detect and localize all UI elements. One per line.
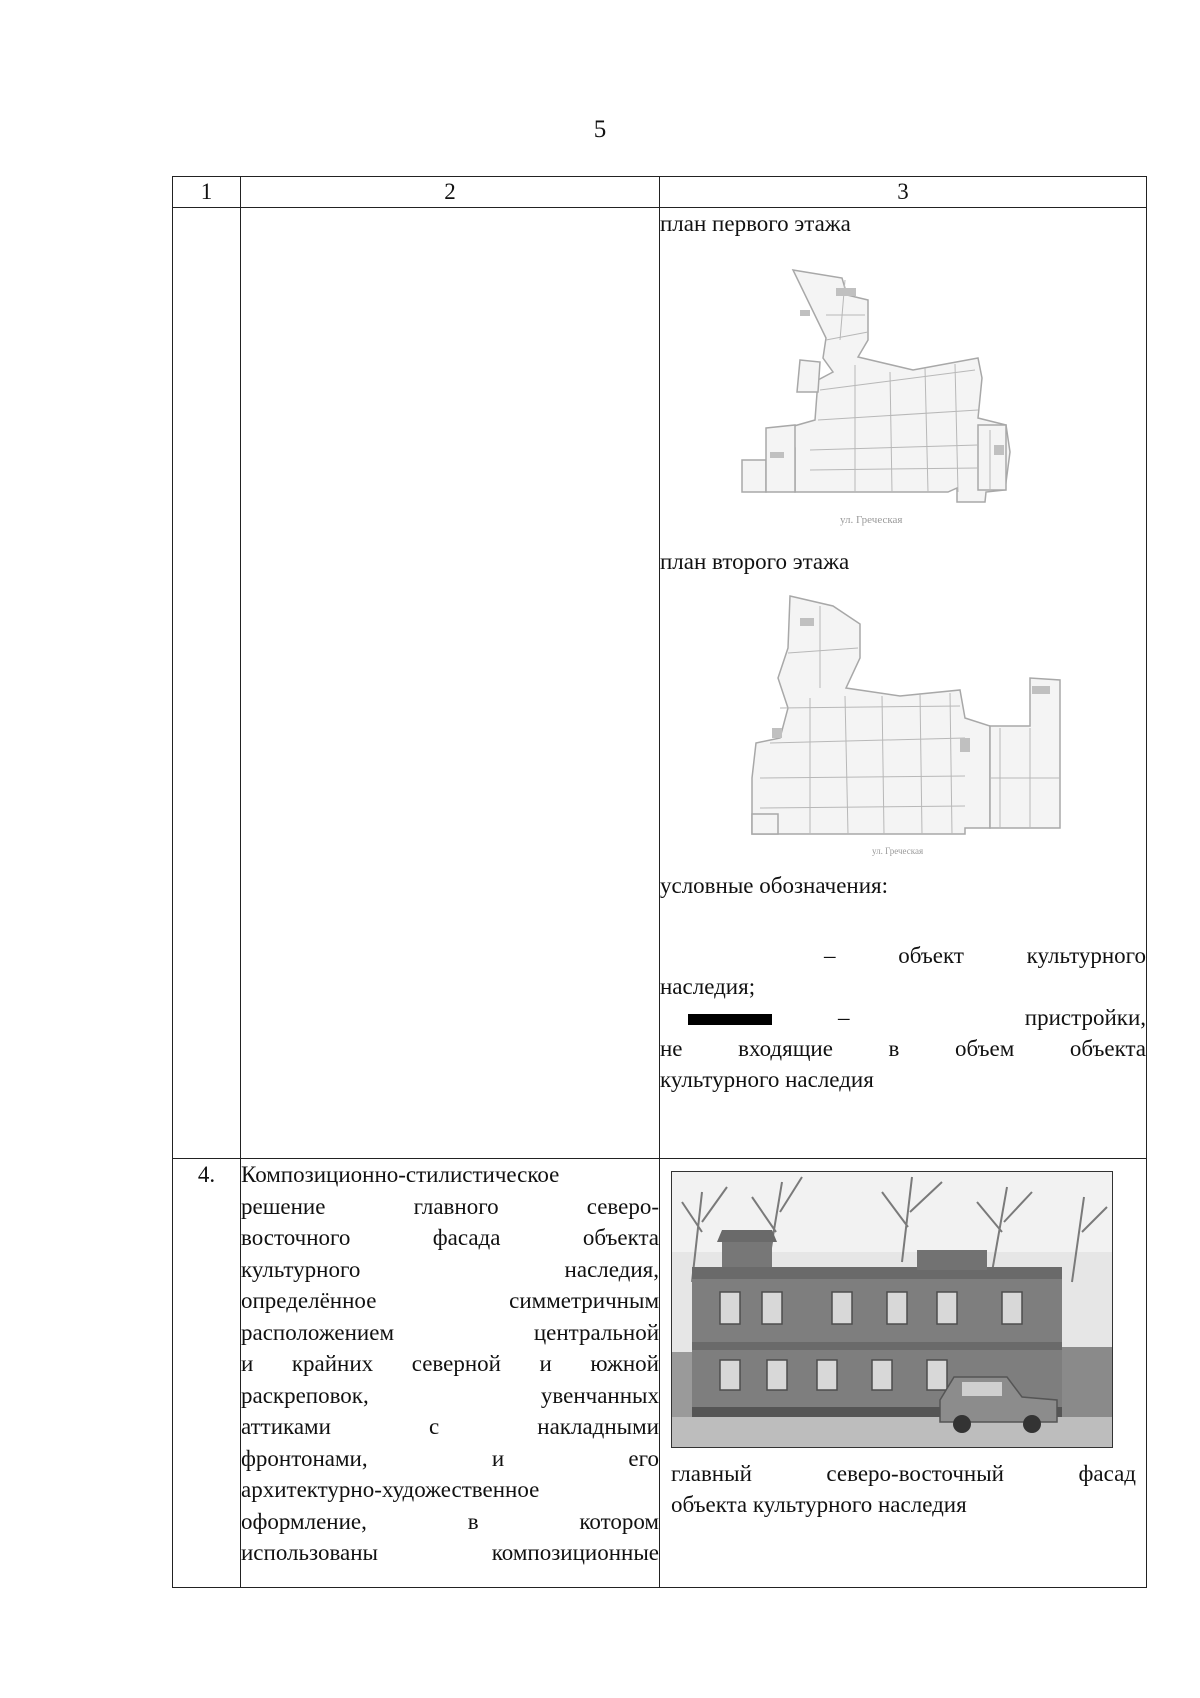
legend-heritage-swatch — [688, 952, 772, 963]
photo-caption-line-1: главный северо-восточный фасад — [671, 1461, 1136, 1486]
table-row-4 — [173, 1159, 1147, 1588]
header-col-1: 1 — [173, 177, 241, 208]
description-line: раскреповок, увенчанных — [241, 1382, 659, 1408]
legend-title: условные обозначения: — [660, 873, 889, 898]
legend-annex-text-2: не входящие в объем объекта — [660, 1036, 1146, 1061]
description-line: фронтонами, и его — [241, 1445, 659, 1471]
row4-number: 4. — [173, 1159, 241, 1588]
description-line: аттиками с накладными — [241, 1414, 659, 1439]
description-line: восточного фасада объекта — [241, 1225, 659, 1250]
description-line: расположением центральной — [241, 1319, 659, 1345]
heritage-table — [172, 176, 1147, 1588]
row4-description — [241, 1159, 660, 1588]
table-row-continued — [173, 208, 1147, 1159]
plan-first-floor-label: план первого этажа — [660, 211, 851, 236]
first-floor-plan-image — [660, 240, 1125, 540]
row4-photo-cell — [660, 1159, 1147, 1588]
first-floor-street-label: ул. Греческая — [840, 514, 903, 526]
legend-annex-text-3: культурного наследия — [660, 1067, 874, 1092]
legend-annex-swatch — [688, 1014, 772, 1025]
facade-photo — [671, 1171, 1113, 1448]
cell-plans — [660, 208, 1147, 1159]
cell-number-empty — [173, 208, 241, 1159]
legend-annex-text-1: – пристройки, — [838, 1005, 1146, 1030]
description-line: и крайних северной и южной — [241, 1351, 659, 1376]
description-line: оформление, в котором — [241, 1508, 659, 1534]
table-header-row — [173, 177, 1147, 208]
legend-item-heritage — [660, 940, 1146, 971]
description-line: определённое симметричным — [241, 1288, 659, 1313]
description-line: Композиционно-стилистическое — [241, 1162, 560, 1187]
header-col-3: 3 — [660, 177, 1147, 208]
second-floor-street-label: ул. Греческая — [872, 846, 924, 856]
legend-heritage-text-1: – объект культурного — [824, 943, 1146, 968]
description-line: решение главного северо- — [241, 1193, 659, 1219]
second-floor-plan-image — [660, 578, 1125, 868]
legend-heritage-text-2: наследия; — [660, 974, 756, 999]
page-number: 5 — [593, 116, 607, 143]
photo-caption-line-2: объекта культурного наследия — [671, 1492, 967, 1517]
header-col-2: 2 — [241, 177, 660, 208]
description-line: использованы композиционные — [241, 1540, 659, 1565]
description-line: культурного наследия, — [241, 1256, 659, 1282]
plan-second-floor-label: план второго этажа — [660, 549, 850, 574]
cell-description-empty — [241, 208, 660, 1159]
description-line: архитектурно-художественное — [241, 1477, 540, 1502]
legend-item-annex — [660, 1002, 1146, 1033]
